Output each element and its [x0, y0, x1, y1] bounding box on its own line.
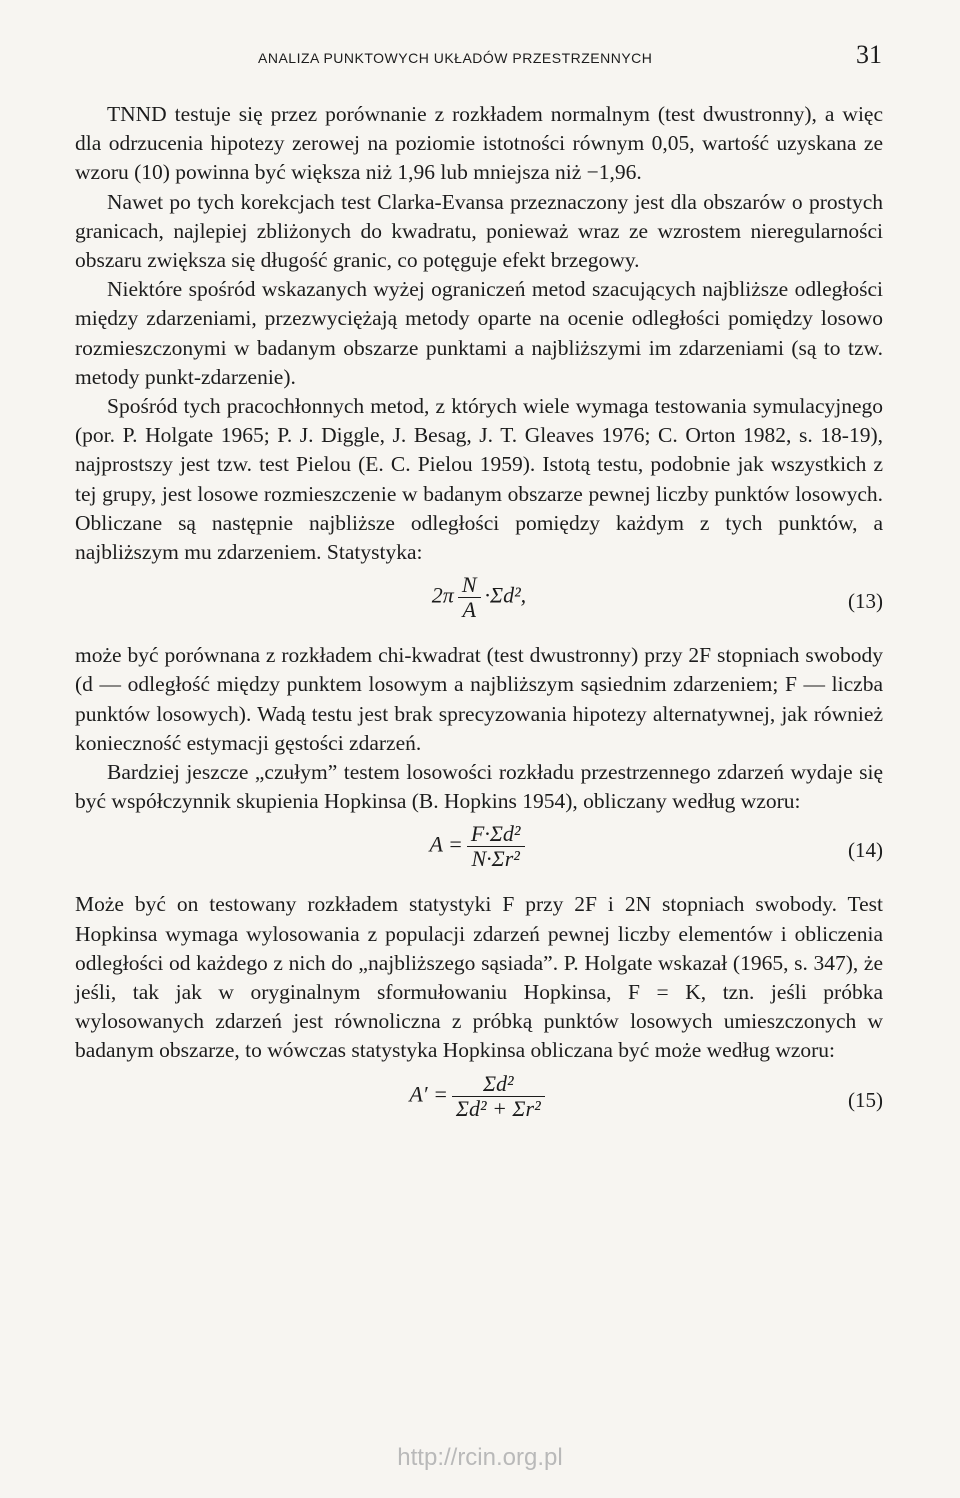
paragraph-3: Niektóre spośród wskazanych wyżej ograniczeń metod szacujących najbliższe odległości między zdarzeniami, przezwyciężają metody oparte na ocenie odległości pomiędzy losowo rozmieszczonymi w badanym obszarze punktami a najbliższymi im zdarzeniami (są to tzw. metody punkt-zdarzenie).: [75, 277, 883, 389]
formula-13-post: ·Σd²,: [484, 582, 527, 608]
formula-14-fraction: [467, 822, 525, 871]
formula-13-label: (13): [848, 589, 883, 614]
body-text: [75, 100, 883, 1140]
formula-15-numerator: Σd²: [452, 1072, 545, 1097]
paragraph-1: TNND testuje się przez porównanie z rozkładem normalnym (test dwustronny), a więc dla odrzucenia hipotezy zerowej na poziomie istotności równym 0,05, wartość uzyskana ze wzoru (10) powinna być większa niż 1,96 lub mniejsza niż −1,96.: [75, 102, 883, 185]
paragraph-2: Nawet po tych korekcjach test Clarka-Evansa przeznaczony jest dla obszarów o prostych granicach, najlepiej zbliżonych do kwadratu, ponieważ wraz ze wzrostem nieregularności obszaru zwiększa się długość granic, co potęguje efekt brzegowy.: [75, 189, 883, 273]
formula-13-pre: 2π: [431, 582, 454, 608]
running-header: ANALIZA PUNKTOWYCH UKŁADÓW PRZESTRZENNYCH: [258, 50, 653, 66]
formula-15: [75, 1072, 883, 1130]
formula-14-denominator: N·Σr²: [471, 846, 520, 872]
formula-13-numerator: N: [458, 573, 481, 598]
formula-13-denominator: A: [462, 597, 476, 623]
formula-13: [75, 573, 883, 631]
formula-14: [75, 822, 883, 880]
formula-15-lhs: A′ =: [409, 1081, 448, 1107]
paragraph-5: może być porównana z rozkładem chi-kwadrat (test dwustronny) przy 2F stopniach swobody (d — odległość między punktem losowym a najbliższym sąsiednim zdarzeniem; F — liczba punktów losowych). Wadą testu jest brak sprecyzowania hipotezy alternatywnej, jak również konieczność estymacji gęstości zdarzeń.: [75, 643, 883, 755]
formula-14-label: (14): [848, 838, 883, 863]
source-watermark: http://rcin.org.pl: [397, 1444, 563, 1471]
formula-14-lhs: A =: [429, 832, 463, 858]
formula-15-fraction: [452, 1072, 545, 1121]
formula-15-denominator: Σd² + Σr²: [455, 1095, 541, 1121]
paragraph-4: Spośród tych pracochłonnych metod, z których wiele wymaga testowania symulacyjnego (por. P. Holgate 1965; P. J. Diggle, J. Besag, J. T. Gleaves 1976; C. Orton 1982, s. 18-19), najprostszy jest tzw. test Pielou (E. C. Pielou 1959). Istotą testu, podobnie jak wszystkich z tej grupy, jest losowe rozmieszczenie w badanym obszarze pewnej liczby punktów losowych. Obliczane są następnie najbliższe odległości pomiędzy każdym z tych punktów, a najbliższym mu zdarzeniem. Statystyka:: [75, 394, 883, 565]
paragraph-6: Bardziej jeszcze „czułym” testem losowości rozkładu przestrzennego zdarzeń wydaje się być współczynnik skupienia Hopkinsa (B. Hopkins 1954), obliczany według wzoru:: [75, 760, 883, 814]
formula-15-label: (15): [848, 1087, 883, 1112]
formula-14-numerator: F·Σd²: [467, 822, 525, 847]
formula-13-fraction: [458, 573, 481, 622]
page-number: 31: [856, 40, 882, 69]
paragraph-7: Może być on testowany rozkładem statystyki F przy 2F i 2N stopniach swobody. Test Hopkinsa wymaga wylosowania z populacji zdarzeń pewnej liczby elementów i obliczenia odległości od każdego z nich do „najbliższego sąsiada”. P. Holgate wskazał (1965, s. 347), że jeśli, tak jak w oryginalnym sformułowaniu Hopkinsa, F = K, tzn. jeśli próbka wylosowanych zdarzeń jest równoliczna z próbką punktów losowych umieszczonych w badanym obszarze, to wówczas statystyka Hopkinsa obliczana być może według wzoru:: [75, 892, 883, 1063]
